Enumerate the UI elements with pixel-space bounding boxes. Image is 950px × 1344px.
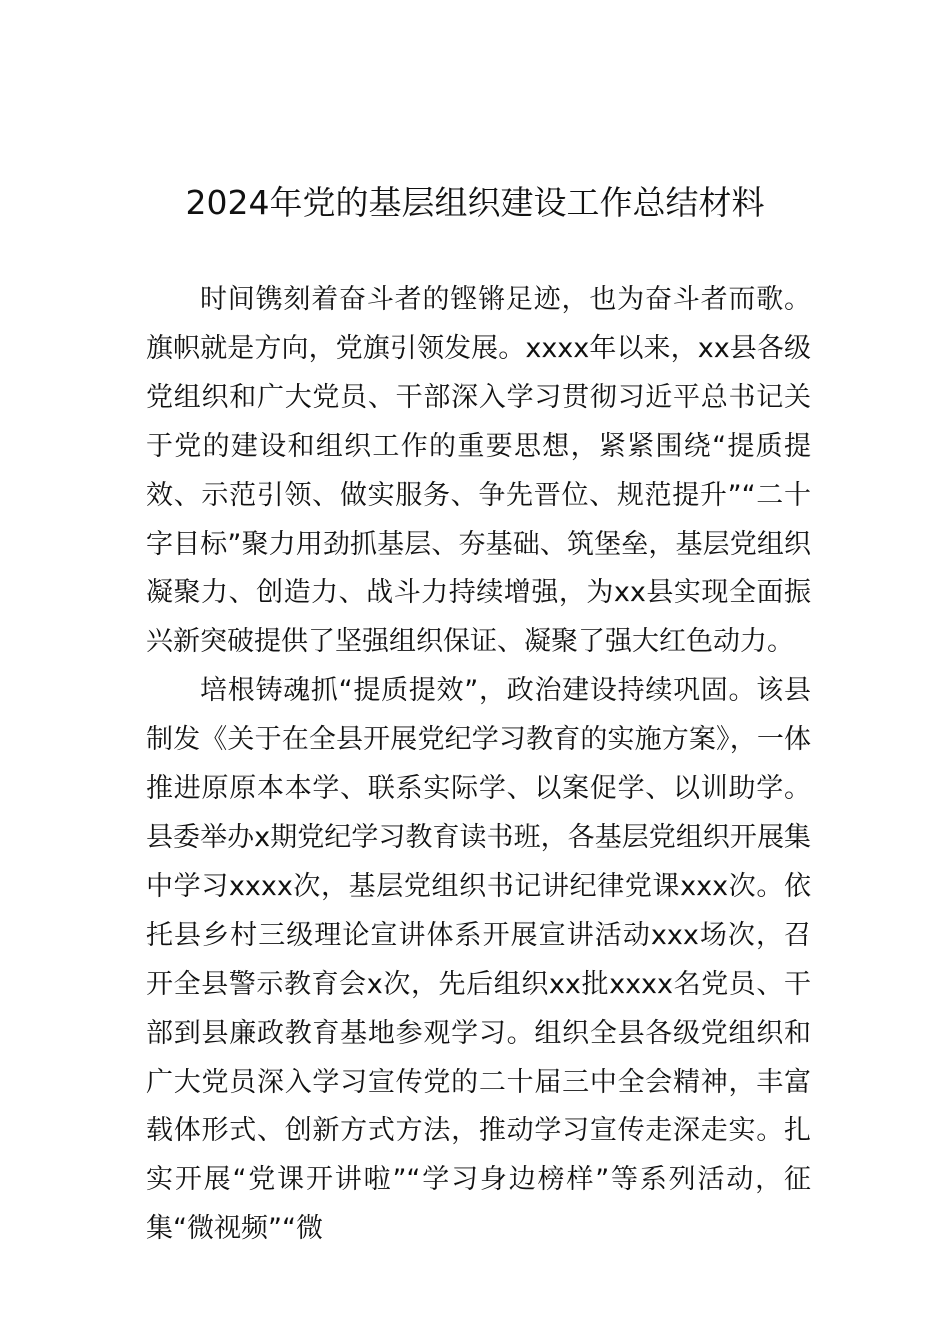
document-title: 2024年党的基层组织建设工作总结材料 (185, 183, 765, 222)
paragraph-political-building: 培根铸魂抓“提质提效”，政治建设持续巩固。该县制发《关于在全县开展党纪学习教育的实施方案》，一体推进原原本本学、联系实际学、以案促学、以训助学。县委举办x期党纪学习教育读书班，各基层党组织开展集中学习xxxx次，基层党组织书记讲纪律党课xxx次。依托县乡村三级理论宣讲体系开展宣讲活动xxx场次，召开全县警示教育会x次，先后组织xx批xxxx名党员、干部到县廉政教育基地参观学习。组织全县各级党组织和广大党员深入学习宣传党的二十届三中全会精神，丰富载体形式、创新方式方法，推动学习宣传走深走实。扎实开展“党课开讲啦”“学习身边榜样”等系列活动，征集“微视频”“微 (146, 675, 811, 1245)
document-body (146, 276, 811, 1254)
paragraph-intro: 时间镌刻着奋斗者的铿锵足迹，也为奋斗者而歌。旗帜就是方向，党旗引领发展。xxxx年以来，xx县各级党组织和广大党员、干部深入学习贯彻习近平总书记关于党的建设和组织工作的重要思想，紧紧围绕“提质提效、示范引领、做实服务、争先晋位、规范提升”“二十字目标”聚力用劲抓基层、夯基础、筑堡垒，基层党组织凝聚力、创造力、战斗力持续增强，为xx县实现全面振兴新突破提供了坚强组织保证、凝聚了强大红色动力。 (146, 284, 811, 658)
